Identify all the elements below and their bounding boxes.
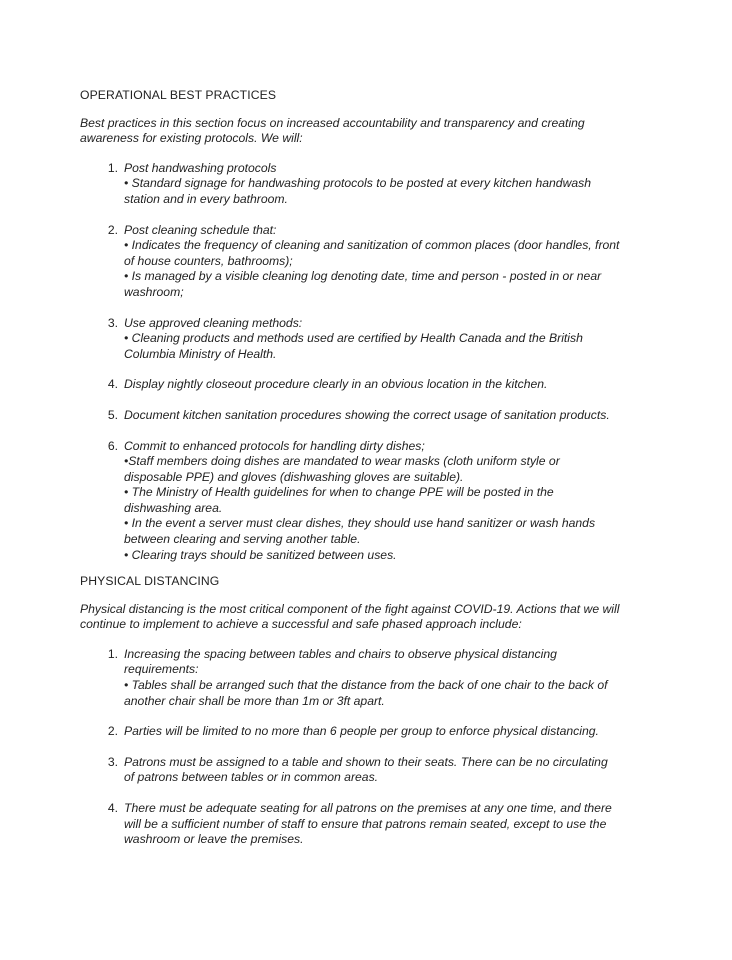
list-item xyxy=(80,647,620,709)
item-number: 2. xyxy=(107,222,118,237)
item-number: 4. xyxy=(107,800,118,815)
item-line: Patrons must be assigned to a table and shown to their seats. There can be no circulating of patrons between tables or in common areas. xyxy=(124,754,608,785)
section-heading: OPERATIONAL BEST PRACTICES xyxy=(80,88,277,102)
item-number: 3. xyxy=(107,754,118,769)
list-item xyxy=(80,724,620,740)
item-line: There must be adequate seating for all patrons on the premises at any one time, and there will be a sufficient number of staff to ensure that patrons remain seated, except to use the washroom or leave the premises. xyxy=(124,800,612,847)
list-item xyxy=(80,755,620,786)
section-intro: Physical distancing is the most critical component of the fight against COVID-19. Actions that we will continue to implement to achieve a successful and safe phased approach include: xyxy=(80,601,620,632)
item-number: 1. xyxy=(107,646,118,661)
list-item xyxy=(80,801,620,848)
item-line: • Standard signage for handwashing protocols to be posted at every kitchen handwash station and in every bathroom. xyxy=(124,176,592,206)
numbered-list xyxy=(80,161,620,563)
item-line: Display nightly closeout procedure clearly in an obvious location in the kitchen. xyxy=(124,377,548,392)
item-line: Parties will be limited to no more than 6 people per group to enforce physical distancing. xyxy=(124,724,599,739)
item-line: Increasing the spacing between tables and chairs to observe physical distancing requirements: xyxy=(124,646,557,677)
item-line: • In the event a server must clear dishes, they should use hand sanitizer or wash hands between clearing and serving another table. xyxy=(124,516,596,547)
item-line: • Cleaning products and methods used are certified by Health Canada and the British Columbia Ministry of Health. xyxy=(124,331,583,361)
item-line: Post handwashing protocols xyxy=(124,160,277,175)
numbered-list xyxy=(80,647,620,848)
item-line: • Is managed by a visible cleaning log denoting date, time and person - posted in or near washroom; xyxy=(124,269,602,299)
item-number: 4. xyxy=(107,377,118,392)
item-number: 3. xyxy=(107,315,118,330)
list-item xyxy=(80,316,620,363)
section-operational-best-practices xyxy=(80,88,620,563)
item-line: • Clearing trays should be sanitized between uses. xyxy=(124,547,397,562)
item-line: • The Ministry of Health guidelines for when to change PPE will be posted in the dishwashing area. xyxy=(124,485,554,515)
list-item xyxy=(80,439,620,564)
item-line: Post cleaning schedule that: xyxy=(124,222,277,237)
list-item xyxy=(80,377,620,393)
item-line: • Tables shall be arranged such that the distance from the back of one chair to the back of another chair shall be more than 1m or 3ft apart. xyxy=(124,677,608,708)
item-number: 1. xyxy=(107,160,118,175)
item-number: 5. xyxy=(107,407,118,422)
list-item xyxy=(80,408,620,424)
item-line: •Staff members doing dishes are mandated to wear masks (cloth uniform style or disposable PPE) and gloves (dishwashing gloves are suitable). xyxy=(124,454,560,484)
item-line: Commit to enhanced protocols for handling dirty dishes; xyxy=(124,438,425,453)
list-item xyxy=(80,161,620,208)
item-line: Document kitchen sanitation procedures showing the correct usage of sanitation products. xyxy=(124,407,610,422)
section-intro: Best practices in this section focus on increased accountability and transparency and creating awareness for existing protocols. We will: xyxy=(80,115,585,146)
list-item xyxy=(80,223,620,301)
item-line: Use approved cleaning methods: xyxy=(124,315,303,330)
item-number: 2. xyxy=(107,724,118,739)
item-number: 6. xyxy=(107,438,118,453)
item-line: • Indicates the frequency of cleaning and sanitization of common places (door handles, front of house counters, bathrooms); xyxy=(124,238,620,268)
section-heading: PHYSICAL DISTANCING xyxy=(80,574,220,588)
section-physical-distancing xyxy=(80,574,620,848)
